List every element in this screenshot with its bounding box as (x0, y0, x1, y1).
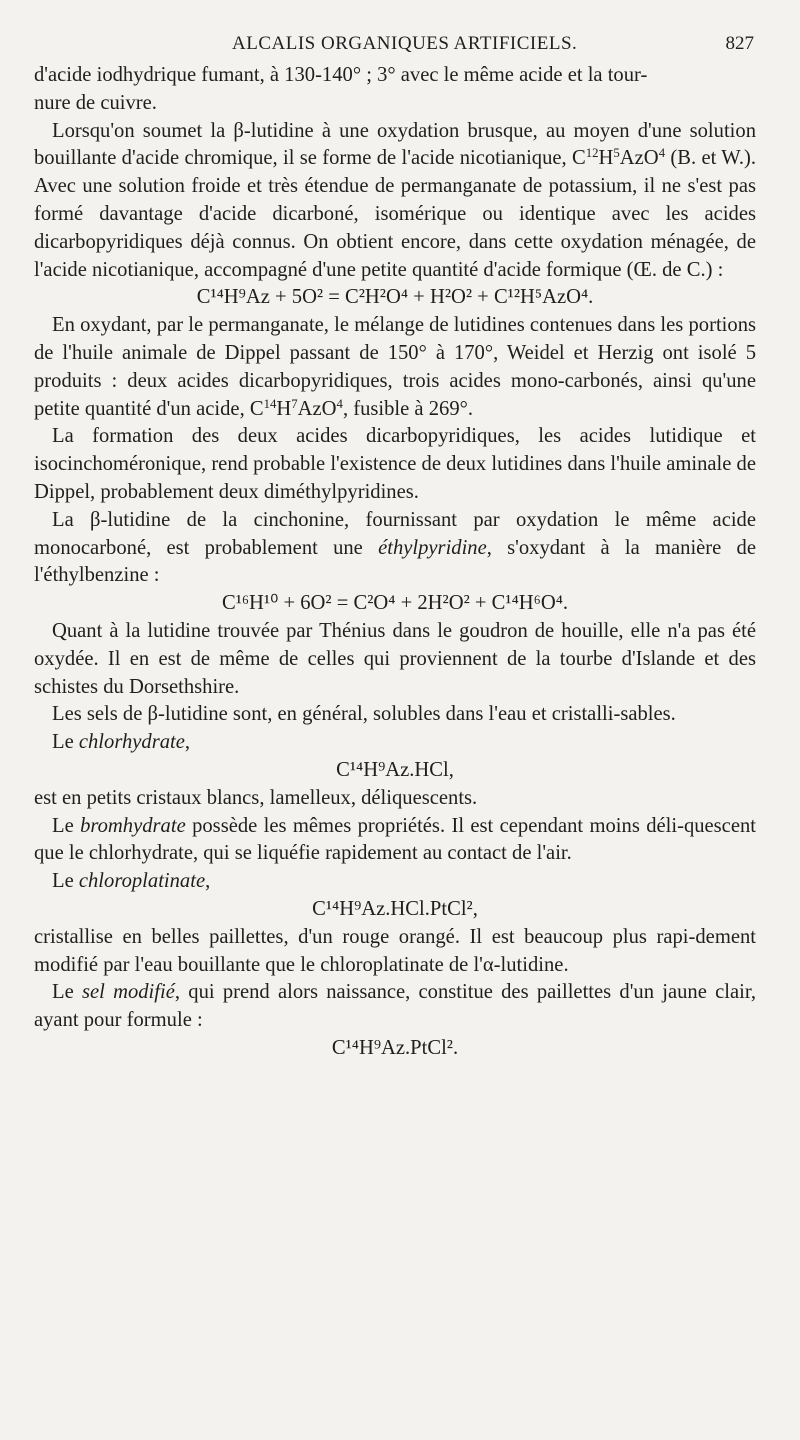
paragraph-formation: La formation des deux acides dicarbopyridiques, les acides lutidique et isocinchoméronique, rend probable l'existence de deux lutidines dans l'huile aminale de Dippel, probablement deux diméthylpyridines. (34, 425, 756, 503)
running-header (0, 33, 800, 57)
equation-1: C¹⁴H⁹Az + 5O² = C²H²O⁴ + H²O² + C¹²H⁵AzO⁴. (196, 286, 594, 309)
italic-term: bromhydrate (80, 814, 186, 837)
paragraph-salts: Les sels de β-lutidine sont, en général, solubles dans l'eau et cristalli-sables. (52, 703, 676, 726)
paragraph-thenius: Quant à la lutidine trouvée par Thénius dans le goudron de houille, elle n'a pas été oxydée. Il en est de même de celles qui proviennent de la tourbe d'Islande et des schistes du Dorsethshire. (34, 619, 756, 698)
italic-term: chlorhydrate (78, 731, 185, 754)
italic-term: éthylpyridine (378, 536, 487, 559)
text-run: , s'oxydant à la manière de l'éthylbenzine : (34, 536, 756, 587)
formula-sel-modifie: C¹⁴H⁹Az.PtCl². (331, 1036, 459, 1059)
text-run: (B. et W.). Avec une solution froide et très étendue de permanganate de potassium, il ne s'est pas formé davantage d'acide dicarboné, isomérique ou identique avec les acides dicarbopyridiques déjà connus. On obtient encore, dans cette oxydation ménagée, de l'acide nicotianique, accompagné d'une petite quantité d'acide formique (Œ. de C.) : (34, 147, 756, 281)
paragraph-permanganate (34, 312, 756, 423)
text-run: Lorsqu'on soumet la β-lutidine à une oxydation brusque, au moyen d'une solution bouillante d'acide chromique, il se forme de l'acide nicotianique, (34, 119, 756, 170)
page-number: 827 (725, 33, 754, 54)
equation-2: C¹⁶H¹⁰ + 6O² = C²O⁴ + 2H²O² + C¹⁴H⁶O⁴. (221, 592, 569, 615)
text-run: , fusible à 269°. (342, 397, 473, 420)
formula-acid: $C^{14}H^7AzO^4$ (249, 396, 343, 420)
paragraph-cinchonine (34, 507, 756, 590)
text-line: d'acide iodhydrique fumant, à 130-140° ; 3° avec le même acide et la tour- (34, 64, 648, 86)
paragraph-continuation (34, 62, 756, 118)
formula-chlorhydrate: C¹⁴H⁹Az.HCl, (336, 758, 454, 781)
italic-term: sel modifié (81, 981, 175, 1004)
body-text (34, 62, 756, 1063)
paragraph-oxidation (34, 118, 756, 285)
formula-chloroplatinate: C¹⁴H⁹Az.HCl.PtCl², (312, 897, 478, 920)
header-title: ALCALIS ORGANIQUES ARTIFICIELS. (232, 33, 578, 54)
italic-term: chloroplatinate (78, 870, 206, 893)
heading-chlorhydrate: Le chlorhydrate, (52, 731, 191, 754)
heading-chloroplatinate: Le chloroplatinate, (52, 870, 211, 893)
formula-nicotianic: $C^{12}H^5AzO^4$ (572, 146, 666, 170)
text-run: La β-lutidine de la cinchonine, fournissant par oxydation le même acide monocarboné, est probablement une (34, 508, 756, 559)
paragraph-chlorhydrate: est en petits cristaux blancs, lamelleux, déliquescents. (34, 786, 478, 809)
text-run: En oxydant, par le permanganate, le mélange de lutidines contenues dans les portions de l'huile animale de Dippel passant de 150° à 170°, Weidel et Herzig ont isolé 5 produits : deux acides dicarbopyridiques, trois acides mono-carbonés, ainsi qu'une petite quantité d'un acide, (34, 314, 756, 420)
paragraph-chloroplatinate: cristallise en belles paillettes, d'un rouge orangé. Il est beaucoup plus rapi-dement modifié par l'eau bouillante que le chloroplatinate de l'α-lutidine. (34, 925, 756, 976)
paragraph-bromhydrate: Le bromhydrate possède les mêmes propriétés. Il est cependant moins déli-quescent que le chlorhydrate, qui se liquéfie rapidement au contact de l'air. (34, 814, 756, 865)
text-line: nure de cuivre. (34, 91, 157, 114)
paragraph-sel-modifie: Le sel modifié, qui prend alors naissance, constitue des paillettes d'un jaune clair, ayant pour formule : (34, 981, 757, 1032)
